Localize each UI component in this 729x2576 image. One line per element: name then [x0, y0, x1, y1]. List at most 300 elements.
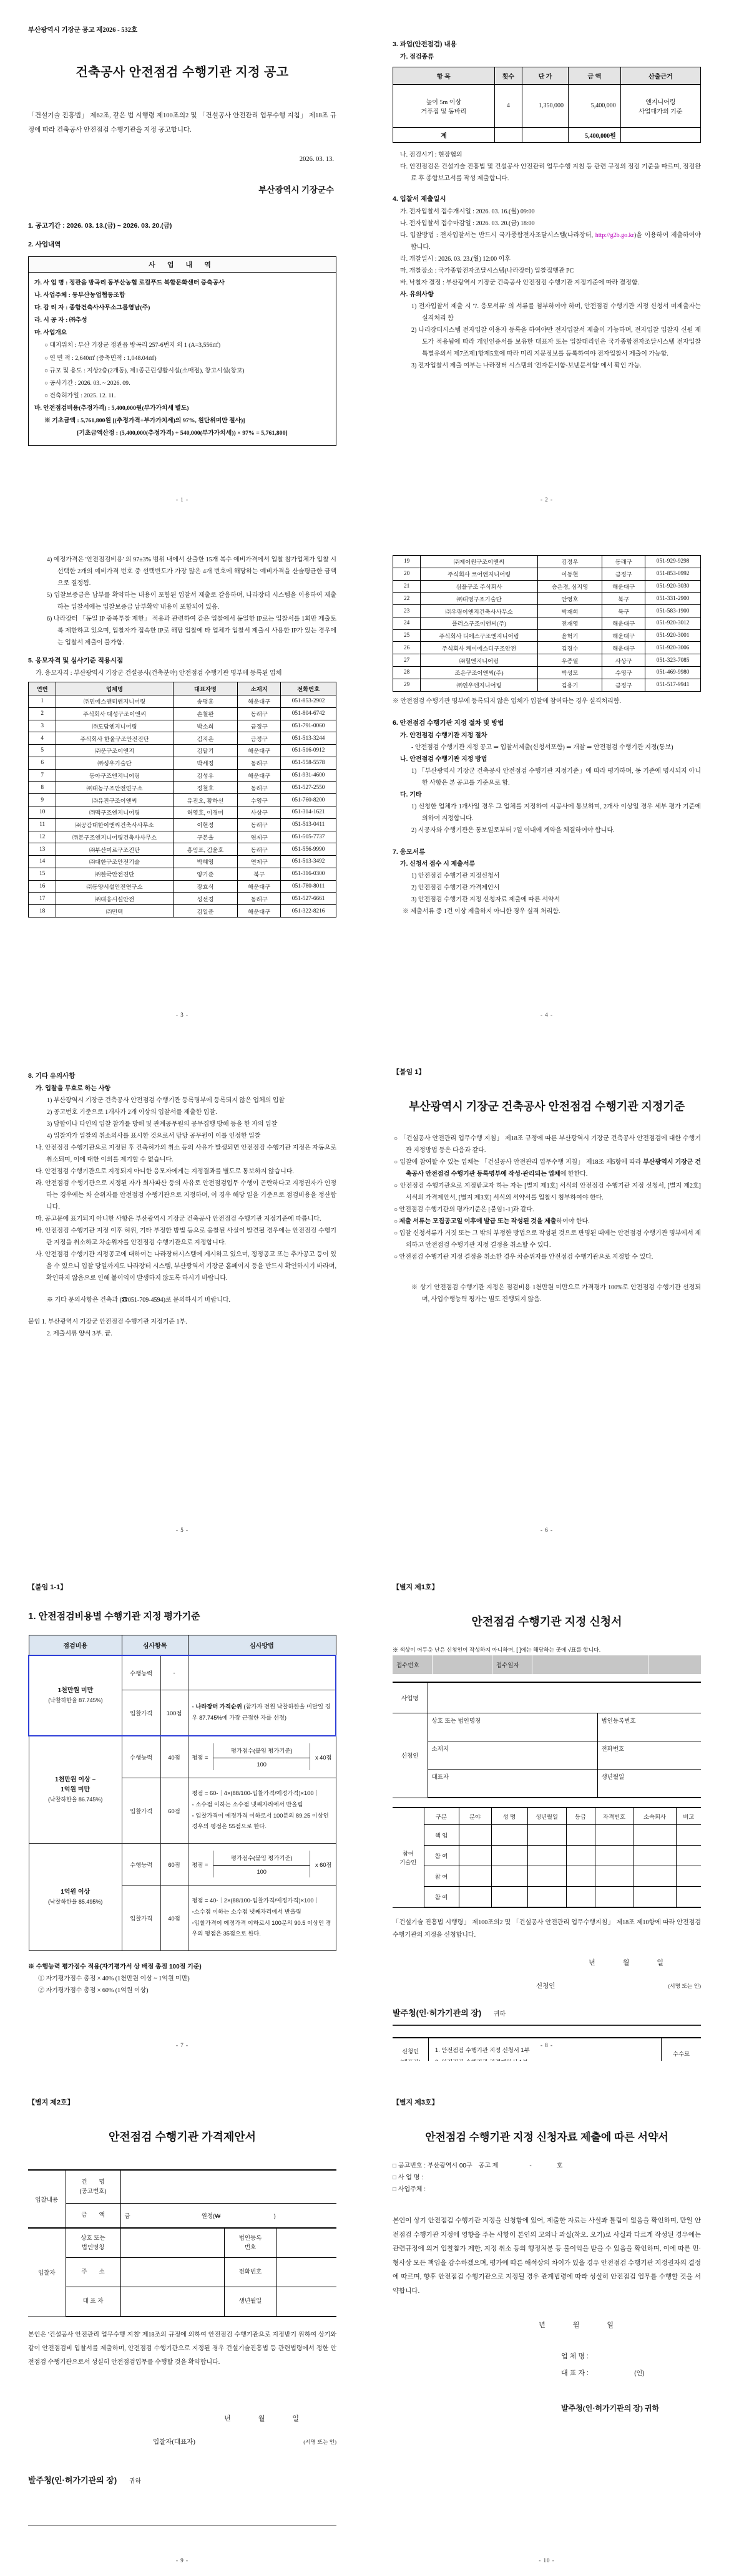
table-cell: 14: [29, 856, 56, 868]
table-cell: 051-505-7737: [281, 831, 336, 843]
receipt-no-field: [433, 1655, 492, 1674]
bidder-corpno-label-2: 번호: [244, 2244, 257, 2251]
text-line: 2) 나라장터시스템 전자입찰 이용자 등록을 하여야만 전자입찰서 제출이 가능하며, 전자입찰 입찰자 신원 제도가 적용됨에 따라 개인인증서를 보유한 대표자 또는 입찰대리인은 국가종합전자조달시스템 전자입찰특별유의서 제7조제1항제5호에 따라 미리 지문정보를 등록하여야 전자입찰서 제출이 가능함.: [411, 326, 701, 357]
tech-group-label: [393, 1808, 424, 1907]
band2-fraction: [213, 1743, 310, 1770]
text-line: 2) 공고번호 기준으로 1개사가 2개 이상의 입찰서를 제출한 입찰.: [47, 1108, 217, 1116]
table-cell: 051-804-6742: [281, 707, 336, 720]
task-header-row: [393, 67, 701, 84]
bidder-corpno-field: [276, 2228, 336, 2258]
band2-cost-sub: (낙찰하한율 86.745%): [47, 1796, 103, 1803]
receipt-bar: [393, 1655, 701, 1674]
task-item-line2: 거푸집 및 동바리: [421, 108, 467, 115]
table-cell: 북구: [602, 605, 645, 617]
text-line: - 안전점검 수행기관 지정 공고 ⇒ 입찰서제출(신청서포함) ⇒ 개찰 ⇒ 안전점검 수행기관 지정(통보): [411, 743, 673, 751]
task-item-line1: 높이 5m 이상: [426, 99, 462, 106]
band2-scoreline: [192, 1743, 332, 1770]
tech-col-remark: 비고: [676, 1808, 701, 1825]
table-cell: 051-331-2900: [645, 593, 701, 605]
band3-cost-sub: (낙찰하한율 85.495%): [47, 1898, 103, 1905]
table-cell: 051-513-0411: [281, 818, 336, 831]
table-cell: 연제구: [238, 856, 281, 868]
table-cell: 안영호: [537, 593, 602, 605]
table-cell: 동래구: [238, 782, 281, 794]
table-cell: 19: [393, 556, 421, 568]
table-cell: 051-760-8200: [281, 794, 336, 806]
bidder-company-label: [66, 2228, 120, 2258]
tech-type: 참 여: [424, 1846, 459, 1866]
text-line: ○ 건축허가일 : 2025. 12. 11.: [44, 392, 116, 399]
table-cell: 승은경, 심지영: [537, 580, 602, 593]
table-cell: 26: [393, 642, 421, 654]
criteria-note: ※ 상기 안전점검 수행기관 지정은 점검비용 1천만원 미만으로 가격평가 100%로 안전점검 수행기관 선정되며, 사업수행능력 평가는 별도 진행되지 않음.: [411, 1284, 701, 1303]
form-2-tag: 【별지 제2호】: [28, 2099, 74, 2106]
form-3-tag: 【별지 제3호】: [393, 2099, 439, 2106]
table-cell: 금정구: [238, 732, 281, 745]
band2-r2-pts: 60점: [160, 1778, 188, 1843]
band3-row1: [29, 1843, 336, 1885]
table-cell: 주식회사 한울구조안전진단: [56, 732, 173, 745]
table-cell: ㈜본구조엔지니어링건축사사무소: [56, 831, 173, 843]
task-unit-price: 1,350,000: [522, 84, 569, 127]
table-cell: 051-513-3492: [281, 856, 336, 868]
table-row: [29, 782, 336, 794]
table-cell: 유진오, 황하선: [173, 794, 238, 806]
b2-bold: 부산광역시 기장군 건축공사 안전점검 수행기관 등록명부에 작성·관리되는 업체: [406, 1159, 701, 1178]
vendor-rows-2: [393, 556, 701, 692]
table-cell: 10: [29, 806, 56, 818]
address-field: 소재지: [428, 1741, 597, 1770]
bidder-birth-field: [276, 2287, 336, 2317]
table-cell: 주식회사 케이에스디구조안전: [421, 642, 537, 654]
company-field: 상호 또는 법인명칭: [428, 1713, 597, 1741]
bid-name-label: [66, 2170, 120, 2204]
band3-r1-method: [188, 1843, 336, 1885]
text-line: 2) 안전점검 수행기관 가격제안서: [411, 884, 500, 892]
band2-eq: 평점 =: [192, 1754, 208, 1761]
table-cell: 해운대구: [602, 617, 645, 629]
attachment-1-1-tag: 【붙임 1-1】: [28, 1584, 67, 1591]
seal-mark: (인): [634, 2370, 645, 2377]
tech-col-name: 성 명: [491, 1808, 527, 1825]
corpno-field: 법인등록번호: [597, 1713, 701, 1741]
table-cell: 11: [29, 818, 56, 831]
col-basis: 산출근거: [620, 67, 700, 84]
task-basis-line1: 엔지니어링: [645, 99, 676, 106]
tech-row-member1: [393, 1846, 701, 1866]
business-detail-box: [28, 256, 336, 446]
tech-header-row: [393, 1808, 701, 1825]
table-cell: 5: [29, 745, 56, 757]
table-cell: 051-780-8011: [281, 880, 336, 893]
tech-type: 참 여: [424, 1866, 459, 1887]
task-basis: [620, 84, 700, 127]
signature-block: [393, 2348, 701, 2381]
bottom-rule: [28, 2525, 336, 2526]
band1-cost-sub: (낙찰하한율 87.745%): [48, 1697, 103, 1703]
band2-frac-den: 100: [257, 1761, 267, 1768]
table-row: [29, 905, 336, 918]
business-box-body: [29, 273, 336, 445]
band1-method-bold: ◦ 나라장터 가격순위: [192, 1703, 242, 1710]
b5-pre: ○: [394, 1218, 399, 1225]
vendor-table-2: [393, 555, 701, 692]
representative-line: [561, 2365, 701, 2381]
total-empty3: [620, 127, 700, 142]
bid-amount-row: [28, 2204, 336, 2229]
criteria-bullet-6: ○ 입찰 신청서류가 거짓 또는 그 밖의 부정한 방법으로 작성된 것으로 판명된 때에는 안전점검 수행기관 명부에서 제외하고 안전점검 수행기관 지정 결정을 취소할 수 있다.: [394, 1230, 701, 1249]
table-cell: 윤혁기: [537, 629, 602, 642]
criteria-bullet-7: ○ 안전점검 수행기관 지정 결정을 취소한 경우 차순위자를 안전점검 수행기관으로 지정할 수 있다.: [394, 1254, 653, 1261]
table-cell: 플러스구조이앤씨(주): [421, 617, 537, 629]
text-line: 8. 기타 유의사항: [28, 1072, 76, 1080]
band3-r2-pts: 40점: [160, 1885, 188, 1950]
table-cell: ㈜우림이엔지건축사사무소: [421, 605, 537, 617]
bid-method-pre: 다. 입찰방법 : 전자입찰서는 반드시 국가종합전자조달시스템(나라장터,: [400, 231, 595, 239]
pledge-text: 본인은 '건설공사 안전관리 업무수행 지침' 제18조의 규정에 의하여 안전점검 수행기관으로 지정받기 위하여 상기와 같이 안전점검비 입찰서를 제출하며, 안전점검 수행기관으로 지정된 경우 건설기술진흥법 등 관련법령에서 정한 안전점검 수행기관으로서 성실히 안전점검업무를 수행할 것을 확약합니다.: [28, 2331, 336, 2366]
b5-post: 하여야 한다.: [556, 1218, 590, 1225]
page-3: [0, 515, 364, 1030]
announcement-date: 2026. 03. 13.: [299, 156, 334, 163]
bid-open-end: 나. 전자입찰서 접수마감일 : 2026. 03. 20.(금) 18:00: [400, 220, 535, 227]
text-line: 1) 전자입찰서 제출 시 '7. 응모서류' 의 서류를 첨부하여야 하며, 안전점검 수행기관 지정 신청서 미제출자는 실격처리 함: [411, 303, 701, 322]
bidder-rep-row: [28, 2287, 336, 2317]
text-line: 가. 사 업 명 : 정관읍 방곡리 동부산농협 로컬푸드 복합문화센터 증축공사: [34, 279, 225, 287]
table-cell: 이현정: [173, 818, 238, 831]
table-row: [29, 732, 336, 745]
table-cell: 박재희: [537, 605, 602, 617]
eval-title: 1. 안전점검비용별 수행기관 지정 평가기준: [28, 1611, 200, 1622]
band2-r1-pts: 40점: [160, 1736, 188, 1778]
bidder-label: 입찰자: [28, 2228, 66, 2317]
table-row: [393, 593, 701, 605]
tech-col-type: 구분: [424, 1808, 459, 1825]
table-cell: 27: [393, 654, 421, 667]
table-cell: 송평훈: [173, 695, 238, 707]
table-cell: 051-323-7085: [645, 654, 701, 667]
page-footer: - 6 -: [541, 1527, 553, 1533]
table-cell: ㈜문구조이엔지: [56, 745, 173, 757]
table-cell: 051-517-9941: [645, 679, 701, 691]
band1-method-rest: (참가자 전원 낙찰하한율 미달일 경우 87.745%에 가장 근접한 자를 선정): [192, 1703, 331, 1721]
table-cell: 사상구: [238, 806, 281, 818]
docs-label-1: 신청인: [402, 2048, 419, 2055]
criteria-bullet-4: ○ 안전점검 수행기관의 평가기준은 [붙임1-1]과 같다.: [394, 1206, 534, 1213]
total-amount: 5,400,000원: [568, 127, 620, 142]
text-line: □ 사업주체 :: [393, 2186, 426, 2193]
evaluation-table: [28, 1635, 336, 1951]
table-row: [393, 617, 701, 629]
text-line: ○ 연 면 적 : 2,640㎡ (증축면적 : 1,048.04㎡): [44, 354, 157, 362]
table-row: [29, 893, 336, 905]
section-3a-heading: 가. 점검종류: [400, 53, 434, 61]
band1-r2-method: [188, 1690, 336, 1736]
bidder-company-row: [28, 2228, 336, 2258]
b2-post: 에 한한다.: [560, 1171, 588, 1178]
doc-item-1: 1. 안전점검 수행기관 지정 신청서 1부: [435, 2047, 530, 2053]
rep-label: 대 표 자 :: [561, 2369, 589, 2377]
table-cell: ㈜대영구조기술단: [421, 593, 537, 605]
band2-cost: [29, 1736, 122, 1844]
table-cell: 15: [29, 868, 56, 880]
table-cell: 정철호: [173, 782, 238, 794]
bid-amount-label: 금 액: [66, 2204, 120, 2229]
recipient-line: [393, 2007, 701, 2018]
page4-lines: [393, 695, 701, 918]
price-proposal-table: [28, 2169, 336, 2317]
table-cell: 051-583-1900: [645, 605, 701, 617]
bidder-corpno-label-1: 법인등록: [238, 2234, 262, 2242]
table-row: [29, 757, 336, 769]
table-cell: 동래구: [238, 757, 281, 769]
band2-frac-num: 평가점수(붙임 평가기준): [213, 1743, 309, 1758]
table-cell: 금정구: [238, 720, 281, 732]
company-name-line: 업 체 명 :: [561, 2353, 589, 2361]
tech-label-line1: 참여: [402, 1851, 414, 1857]
band3-r1-item: 수행능력: [122, 1843, 160, 1885]
table-cell: ㈜동양시설안전연구소: [56, 880, 173, 893]
table-cell: 주식회사 대성구조이앤씨: [56, 707, 173, 720]
bidder-address-label: 주 소: [66, 2258, 120, 2287]
criteria-bullet-5: [394, 1216, 701, 1227]
table-cell: 20: [393, 568, 421, 580]
band1-r2-item: 입찰가격: [122, 1690, 160, 1736]
bid-method: [400, 230, 701, 253]
page-8: [364, 1546, 729, 2061]
page-footer: - 1 -: [176, 496, 188, 503]
issuer-name: 부산광역시 기장군수: [258, 185, 334, 195]
page-9: [0, 2061, 364, 2576]
table-row: [29, 745, 336, 757]
table-cell: 051-513-3244: [281, 732, 336, 745]
table-row: [29, 707, 336, 720]
col-location: 소재지: [238, 682, 281, 695]
task-count: 4: [494, 84, 522, 127]
tech-col-birth: 생년월일: [527, 1808, 566, 1825]
band3-frac-num: 평가점수(붙임 평가기준): [213, 1851, 309, 1866]
text-line: 다. 안전점검 수행기관으로 지정되지 아니한 응모자에게는 지정결과를 별도로 통보하지 않습니다.: [36, 1168, 294, 1175]
criteria-title: 부산광역시 기장군 건축공사 안전점검 수행기관 지정기준: [408, 1100, 685, 1113]
table-cell: ㈜공감대한이앤씨건축사사무소: [56, 818, 173, 831]
bidder-address-field: [120, 2258, 224, 2287]
table-cell: 6: [29, 757, 56, 769]
table-row: [29, 880, 336, 893]
page-5: [0, 1030, 364, 1546]
bidder-address-row: [28, 2258, 336, 2287]
col-item: 항 목: [393, 67, 495, 84]
table-row: [393, 568, 701, 580]
opening-place: 마. 개찰장소 : 국가종합전자조달시스템(나라장터) 입찰집행관 PC: [400, 267, 574, 274]
text-line: ② 자기평가점수 총점 × 60% (1억원 이상): [38, 1987, 149, 1994]
text-line: 마. 공고문에 표기되지 아니한 사항은 부산광역시 기장군 건축공사 안전점검 수행기관 지정기준에 따릅니다.: [36, 1215, 321, 1223]
table-cell: 동래구: [238, 893, 281, 905]
table-cell: 박혜영: [173, 856, 238, 868]
text-line: 1) 부산광역시 기장군 건축공사 안전점검 수행기관 등록명부에 등록되지 않은 업체의 입찰: [47, 1097, 285, 1104]
col-phone: 전화번호: [281, 682, 336, 695]
band2-r2-method: [188, 1778, 336, 1843]
col-method: 심사방법: [188, 1635, 336, 1655]
date-line: 년 월 일: [589, 1959, 663, 1967]
table-cell: 조은구조이앤씨(주): [421, 667, 537, 679]
band2-mult: x 40점: [315, 1754, 332, 1761]
text-line: 다. 감 리 자 : 종합건축사사무소그룹영남(주): [34, 304, 150, 312]
table-cell: 29: [393, 679, 421, 691]
band3-cost: [29, 1843, 122, 1950]
receipt-date-field: [532, 1655, 648, 1674]
text-line: ○ 공사기간 : 2026. 03. ~ 2026. 09.: [44, 379, 130, 387]
tel-field: 전화번호: [597, 1741, 701, 1770]
table-cell: 손철완: [173, 707, 238, 720]
col-count: 횟수: [494, 67, 522, 84]
tech-col-field: 분야: [459, 1808, 491, 1825]
tech-row-member2: [393, 1866, 701, 1887]
pledge-fields: [393, 2160, 701, 2196]
table-cell: 28: [393, 667, 421, 679]
table-cell: 박소희: [173, 720, 238, 732]
band2-r2-item: 입찰가격: [122, 1778, 160, 1843]
vendor-table-1: [28, 682, 336, 918]
table-cell: 3: [29, 720, 56, 732]
table-row: [393, 605, 701, 617]
total-empty1: [494, 127, 522, 142]
signer-label: 입찰자(대표자): [153, 2439, 195, 2446]
rep-row: [393, 1770, 701, 1798]
text-line: 3) 담합이나 타인의 입찰 참가를 방해 및 관계공무원의 공무집행 방해 등을 한 자의 입찰: [47, 1120, 278, 1128]
table-cell: 해운대구: [602, 642, 645, 654]
tech-col-company: 소속회사: [634, 1808, 676, 1825]
form-1-tag: 【별지 제1호】: [393, 1584, 439, 1591]
table-cell: 051-558-5578: [281, 757, 336, 769]
table-cell: 23: [393, 605, 421, 617]
text-line: 3) 전자입찰서 제출 여부는 나라장터 시스템의 '전자문서함-보낸문서함' 에서 확인 가능.: [411, 362, 642, 369]
band2-cap-rule: ◦ 입찰가격이 예정가격 이하로서 100분의 89.25 이상인 경우의 평점은 55점으로 한다.: [192, 1812, 329, 1830]
text-line: 가. 신청서 접수 시 제출서류: [400, 861, 476, 868]
table-cell: 주식회사 디에스구조엔지니어링: [421, 629, 537, 642]
band3-eq: 평점 =: [192, 1861, 208, 1868]
form-3-title: 안전점검 수행기관 지정 신청자료 제출에 따른 서약서: [425, 2131, 668, 2143]
text-line: 4) 예정가격은 '안전점검비용' 의 97±3% 범위 내에서 산출한 15개 복수 예비가격에서 입찰 참가업체가 입찰 시 선택한 2개의 예비가격 번호 중 선택빈도가 가장 많은 4개 번호에 해당하는 예비가격을 산술평균한 금액으로 결정됨.: [47, 556, 336, 587]
table-cell: 25: [393, 629, 421, 642]
award-decision: 바. 낙찰자 결정 : 부산광역시 기장군 건축공사 안전점검 수행기관 지정기준에 따라 결정함.: [400, 279, 640, 286]
page-7: [0, 1546, 364, 2061]
table-cell: ㈜한국안전진단: [56, 868, 173, 880]
date-line: 년 월 일: [224, 2415, 299, 2423]
text-line: 가. 응모자격 : 부산광역시 기장군 건설공사(건축분야) 안전점검 수행기관 명부에 등록된 업체: [36, 669, 282, 677]
birth-field: 생년월일: [597, 1770, 701, 1798]
bidder-company-label-1: 상호 또는: [81, 2234, 105, 2242]
section-4-heading: 4. 입찰서 제출일시: [393, 195, 446, 203]
text-line: ① 자기평가점수 총점 × 40% (1천만원 이상 ~ 1억원 미만): [38, 1975, 190, 1982]
check-time-line: 나. 점검시기 : 현장협의: [400, 151, 462, 158]
notes-4-6: [28, 554, 336, 679]
b2-pre: ○ 입찰에 참여할 수 있는 업체는 「건설공사 안전관리 업무수행 지침」 제18조 제5항에 따라: [394, 1159, 643, 1166]
table-row: [29, 843, 336, 856]
vendor-header-row: [29, 682, 336, 695]
g2b-link[interactable]: http://g2b.go.kr: [595, 231, 634, 239]
table-row: [29, 818, 336, 831]
page-footer: - 9 -: [176, 2557, 188, 2564]
table-cell: 4: [29, 732, 56, 745]
bidder-rep-label: 대 표 자: [66, 2287, 120, 2317]
table-cell: 17: [29, 893, 56, 905]
pledge-body: 본인이 상기 안전점검 수행기관 지정을 신청함에 있어, 제출한 자료는 사실과 틀림이 없음을 확인하며, 만일 안전점검 수행기관 지정에 영향을 주는 사항이 본인의 고의나 과실(착오. 오기)로 사실과 다르게 작성된 경우에는 관련규정에 의거 입찰참가 제한, 지정 취소 등의 행정처분 등 불이익을 받을 수 있음을 확인하며, 이에 따른 민·형사상 모든 책임을 감수하겠으며, 평가에 따른 해석상의 차이가 있을 경우 안전점검 수행기관 지정권자의 결정에 따르며, 향후 안전점검 수행기관으로 지정될 경우 관계법령에 따라 성실히 안전점검 업무를 수행할 것을 서약합니다.: [393, 2217, 701, 2295]
band3-cost-main: 1억원 이상: [61, 1888, 91, 1896]
table-cell: 051-556-9990: [281, 843, 336, 856]
table-cell: 동래구: [238, 707, 281, 720]
table-row: [29, 856, 336, 868]
text-line: 4) 입찰자가 입찰의 취소의사를 표시한 것으로서 담당 공무원이 이를 인정한 입찰: [47, 1132, 261, 1140]
band2-row1: [29, 1736, 336, 1778]
table-cell: 박세정: [173, 757, 238, 769]
recipient-line: [28, 2474, 336, 2486]
table-cell: 051-920-3030: [645, 580, 701, 593]
band2-round-rule: ◦ 소수점 이하는 소수점 넷째자리에서 반올림: [192, 1801, 303, 1808]
bid-amount-field: 금 원정(₩ ): [120, 2204, 336, 2229]
table-cell: 13: [29, 843, 56, 856]
text-line: 3) 안전점검 수행기관 지정 신청자료 제출에 따른 서약서: [411, 896, 560, 904]
text-line: ※ 기타 문의사항은 건축과 (☎051-709-4594)로 문의하시기 바랍니다.: [47, 1296, 231, 1304]
page-4: [364, 515, 729, 1030]
table-cell: 051-920-3006: [645, 642, 701, 654]
text-line: 1) 「부산광역시 기장군 건축공사 안전점검 수행기관 지정기준」에 따라 평가하며, 동 기준에 명시되지 아니한 사항은 본 공고를 기준으로 함.: [411, 767, 701, 787]
sign-note: (서명 또는 인): [668, 1983, 701, 1989]
notice-number: 부산광역시 기장군 공고 제2026 - 532호: [28, 27, 138, 34]
applicant-label: 신청인: [393, 1713, 428, 1798]
task-amount: 5,400,000: [568, 84, 620, 127]
table-cell: 051-316-0300: [281, 868, 336, 880]
table-cell: 8: [29, 782, 56, 794]
page-footer: - 3 -: [176, 1012, 188, 1018]
signer-line: [393, 1981, 701, 1990]
table-cell: 김경수: [537, 642, 602, 654]
bid-content-label: 입찰내용: [28, 2170, 66, 2228]
task-table: [393, 67, 701, 143]
total-label: 계: [393, 127, 495, 142]
table-cell: 김용기: [537, 679, 602, 691]
col-ceo: 대표자명: [173, 682, 238, 695]
tech-col-license: 자격번호: [595, 1808, 634, 1825]
text-line: 1) 신청한 업체가 1개사일 경우 그 업체를 지정하여 시공사에 통보하며, 2개사 이상일 경우 세부 평가 기준에 의하여 지정합니다.: [411, 803, 701, 822]
band3-r2-method: [188, 1885, 336, 1950]
page-footer: - 4 -: [541, 1012, 553, 1018]
table-cell: 허영호, 이경미: [173, 806, 238, 818]
page-footer: - 2 -: [541, 496, 553, 503]
text-line: ○ 규모 및 용도 : 지상2층(2개동), 제1종근린생활시설(소매점), 창고시설(창고): [44, 367, 245, 374]
table-cell: 12: [29, 831, 56, 843]
receipt-extra-field: [648, 1655, 701, 1674]
table-row: [393, 580, 701, 593]
table-cell: 해운대구: [238, 905, 281, 918]
table-cell: ㈜제이원구조이앤씨: [421, 556, 537, 568]
table-cell: 051-314-1621: [281, 806, 336, 818]
section-3-heading: 3. 과업(안전점검) 내용: [393, 41, 457, 48]
bid-name-label-1: 건 명: [81, 2178, 105, 2186]
band3-frac-den: 100: [257, 1869, 267, 1875]
table-cell: 금정구: [602, 568, 645, 580]
text-line: 라. 안전점검 수행기관으로 지정된 자가 회사파산 등의 사유로 안전점검업무 수행이 곤란하다고 지정권자가 인정하는 경우에는 차 순위자를 안전점검 수행기관으로 지정하며, 이 경우 해당 일을 기준으로 점검비용을 정산합니다.: [36, 1179, 336, 1211]
table-cell: 051-920-3001: [645, 629, 701, 642]
table-cell: 동래구: [238, 843, 281, 856]
text-line: 바. 안전점검 수행기관 지정 이후 허위, 기타 부정한 방법 등으로 응찰된 사실이 발견될 경우에는 안전점검 수행기관 지정을 취소하고 차순위자를 안전점검 수행기관으로 지정합니다.: [36, 1227, 336, 1246]
text-line: 나. 안전점검 수행기관 지정 방법: [400, 755, 487, 763]
signer-line: [28, 2437, 336, 2446]
band1-r2-pts: 100점: [160, 1690, 188, 1736]
bidder-corpno-label: [224, 2228, 276, 2258]
eval-notes: [28, 1961, 336, 1997]
table-cell: ㈜유진구조이앤씨: [56, 794, 173, 806]
table-cell: 해운대구: [602, 629, 645, 642]
divider-rule: [393, 2025, 701, 2026]
